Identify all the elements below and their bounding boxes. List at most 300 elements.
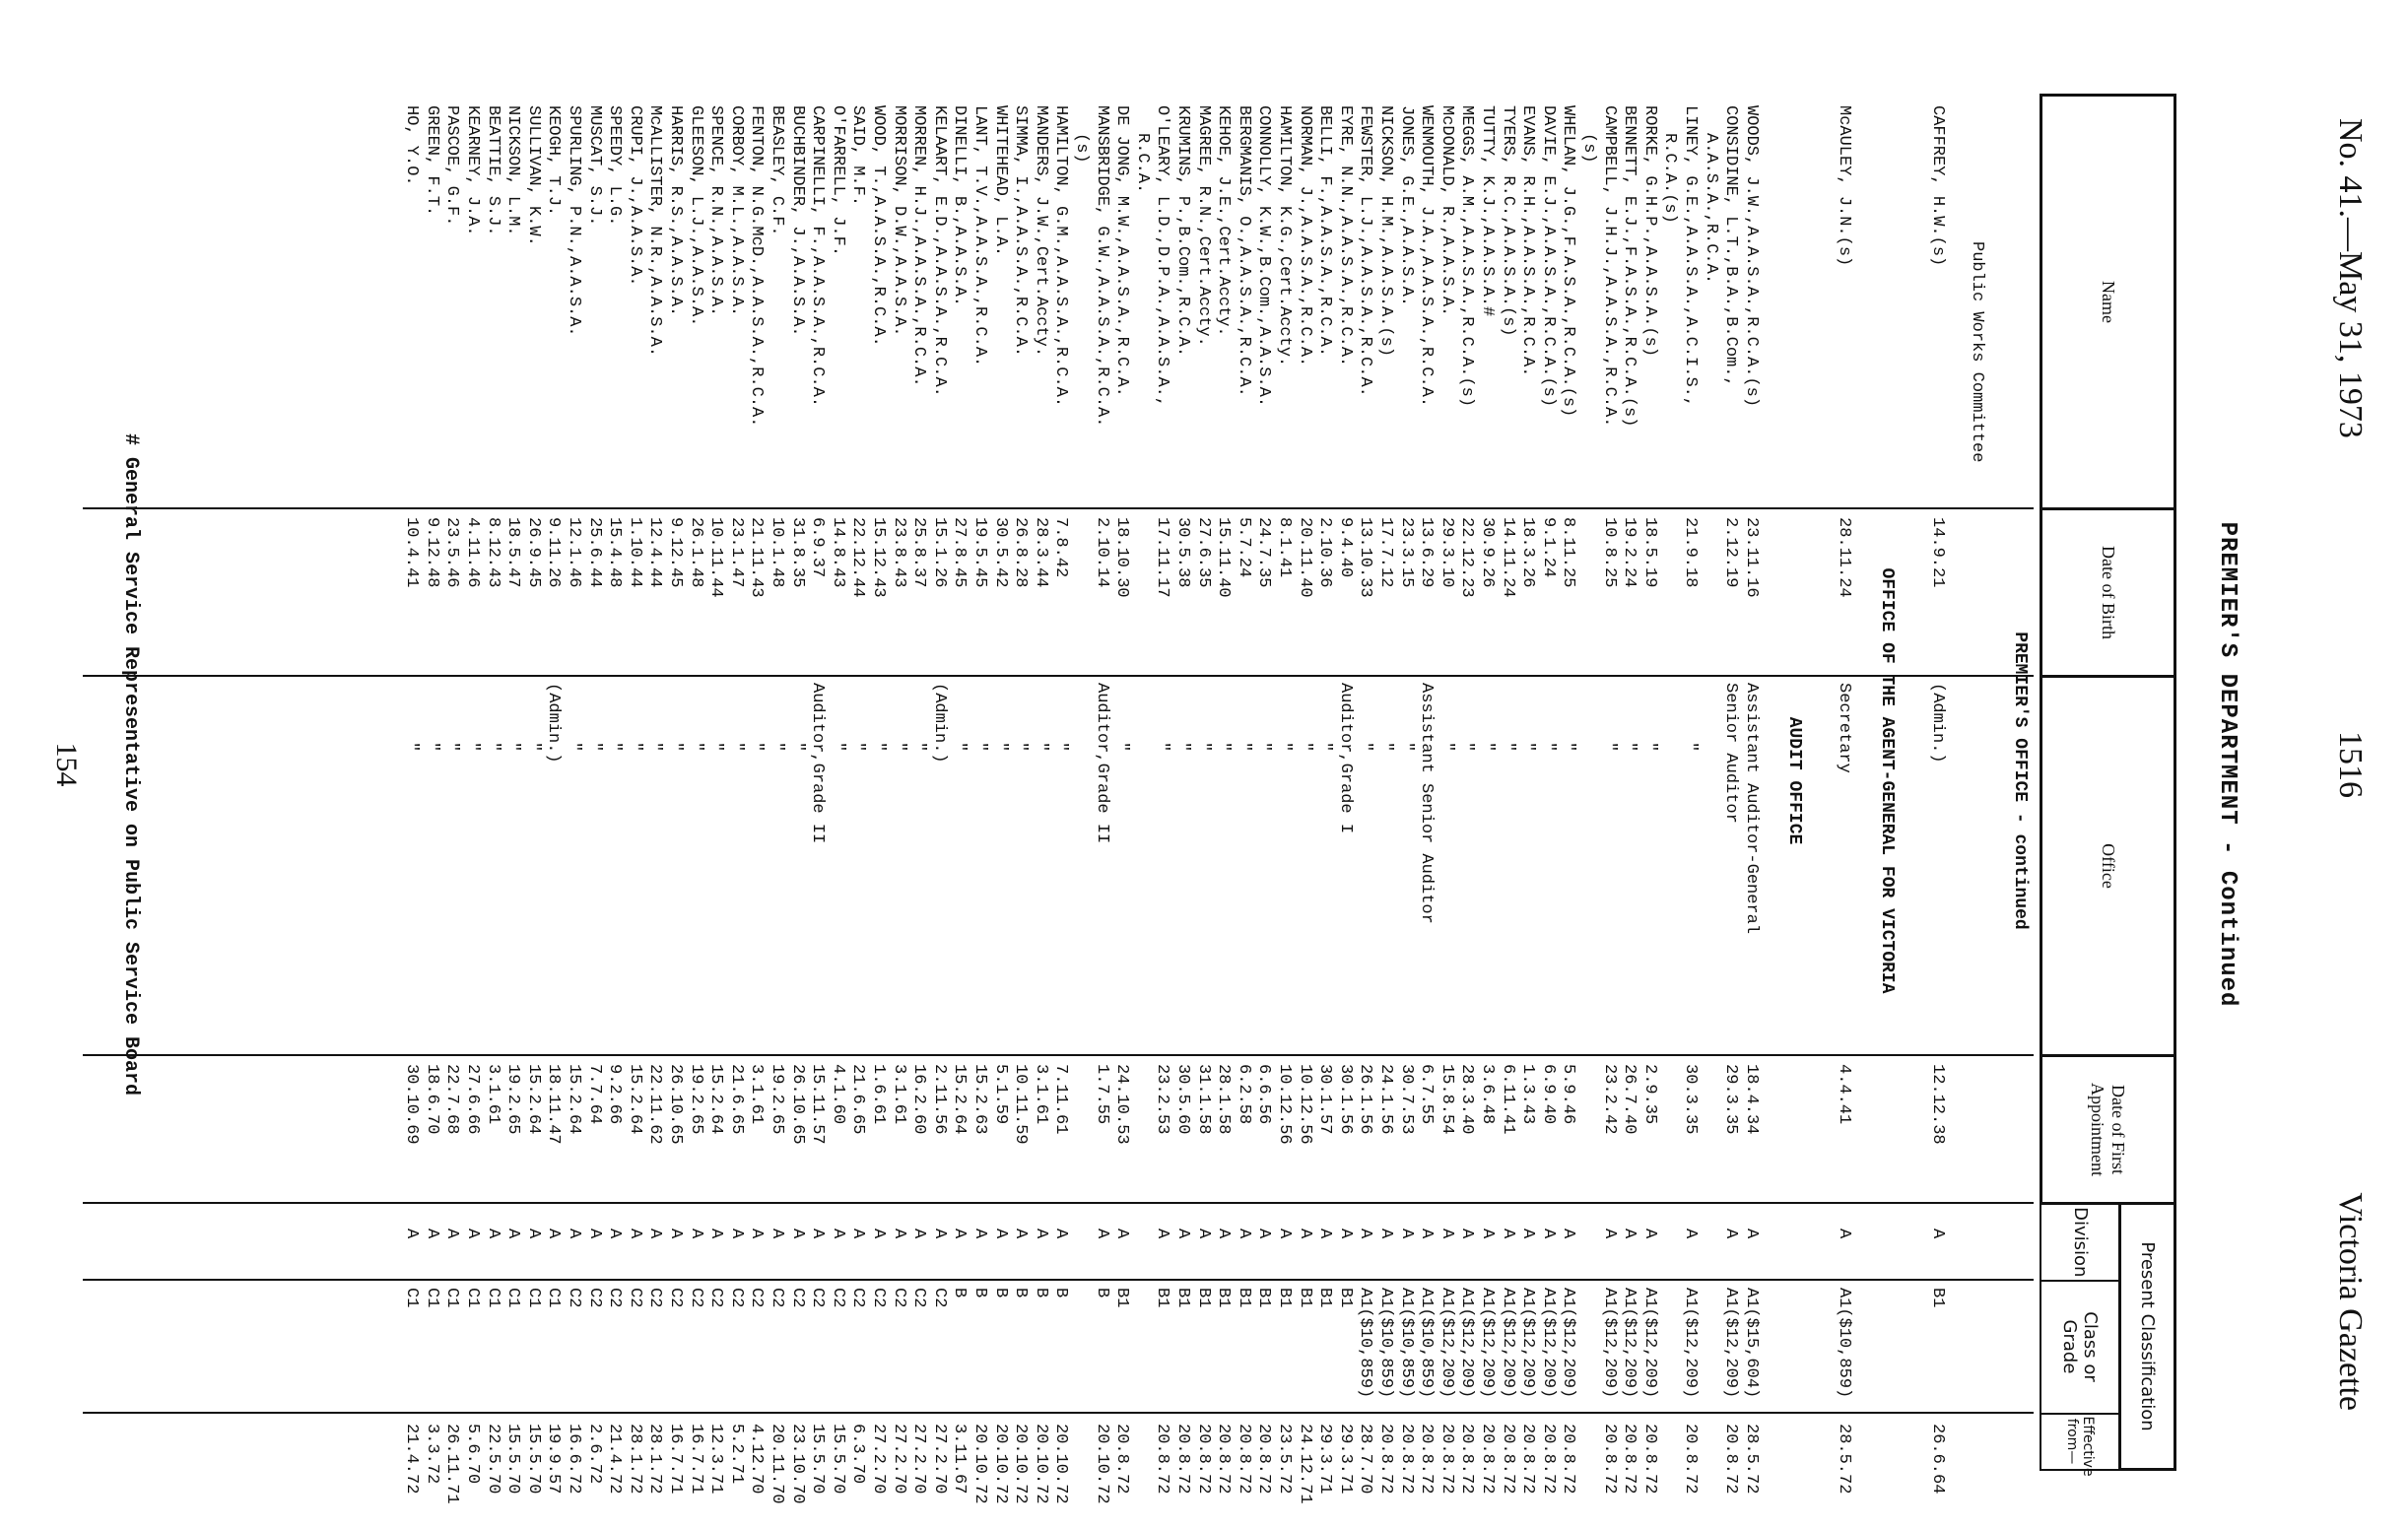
row-name: MAGREE, R.N.,Cert.Accty. <box>1193 105 1213 347</box>
row-office: (Admin.) <box>1928 683 1947 764</box>
row-division: A <box>869 1229 888 1239</box>
row-date-of-birth: 6.9.37 <box>808 517 828 578</box>
row-effective-from: 20.8.72 <box>1620 1424 1639 1495</box>
row-class-grade: C1 <box>402 1288 422 1308</box>
row-class-grade: A1($12,209) <box>1538 1288 1558 1399</box>
row-date-of-birth: 21.11.43 <box>747 517 767 598</box>
row-date-of-birth: 19.5.45 <box>970 517 989 588</box>
row-division: A <box>970 1229 989 1239</box>
row-name: RORKE, G.H.P.,A.A.S.A.(s) <box>1639 105 1659 358</box>
row-date-of-birth: 9.11.26 <box>544 517 564 588</box>
row-date-first-appointment: 15.11.57 <box>808 1064 828 1145</box>
row-division: A <box>889 1229 908 1239</box>
row-date-of-birth: 9.1.24 <box>1538 517 1558 578</box>
row-date-of-birth: 25.6.44 <box>584 517 604 588</box>
row-division: A <box>950 1229 970 1239</box>
row-effective-from: 20.8.72 <box>1518 1424 1538 1495</box>
row-date-first-appointment: 3.6.48 <box>1478 1064 1497 1125</box>
row-class-grade: A1($12,209) <box>1518 1288 1538 1399</box>
row-effective-from: 5.2.71 <box>726 1424 746 1485</box>
row-date-first-appointment: 2.9.35 <box>1639 1064 1659 1125</box>
row-office: Auditor,Grade I <box>1335 683 1355 834</box>
row-name: JONES, G.E.,A.A.S.A. <box>1396 105 1416 307</box>
row-date-first-appointment: 15.2.64 <box>950 1064 970 1135</box>
column-divider <box>83 675 2034 677</box>
row-office: " <box>1214 742 1234 753</box>
row-name: HARRIS, R.S.,A.A.S.A. <box>666 105 685 317</box>
row-name: NICKSON, L.M. <box>503 105 523 236</box>
row-date-first-appointment: 10.12.56 <box>1275 1064 1294 1145</box>
row-division: A <box>1356 1229 1375 1239</box>
row-class-grade: C2 <box>706 1288 726 1308</box>
row-name: HAMILTON, K.G.,Cert.Accty. <box>1275 105 1294 367</box>
row-name: EVANS, R.H.,A.A.S.A.,R.C.A. <box>1518 105 1538 377</box>
row-date-first-appointment: 2.11.56 <box>929 1064 949 1135</box>
row-class-grade: B1 <box>1928 1288 1947 1308</box>
row-date-first-appointment: 15.2.63 <box>970 1064 989 1135</box>
row-date-first-appointment: 28.1.58 <box>1214 1064 1234 1135</box>
row-class-grade: C2 <box>605 1288 625 1308</box>
row-division: A <box>1518 1229 1538 1239</box>
row-date-first-appointment: 15.2.64 <box>625 1064 644 1135</box>
row-office: " <box>828 742 847 753</box>
row-office: (Admin.) <box>544 683 564 764</box>
row-class-grade: B1 <box>1153 1288 1172 1308</box>
row-division: A <box>828 1229 847 1239</box>
row-date-of-birth: 29.3.10 <box>1437 517 1456 588</box>
row-date-of-birth: 12.4.44 <box>645 517 665 588</box>
row-office: " <box>1112 742 1132 753</box>
row-division: A <box>1928 1229 1947 1239</box>
row-date-first-appointment: 7.11.61 <box>1051 1064 1071 1135</box>
row-date-of-birth: 30.9.26 <box>1478 517 1497 588</box>
row-date-of-birth: 10.1.48 <box>768 517 786 588</box>
row-office: " <box>565 742 583 753</box>
row-name: NORMAN, J.,A.A.S.A.,R.C.A. <box>1295 105 1314 367</box>
row-effective-from: 29.3.71 <box>1315 1424 1335 1495</box>
row-division: A <box>929 1229 949 1239</box>
row-date-of-birth: 30.5.42 <box>990 517 1010 588</box>
row-office: " <box>889 742 908 753</box>
row-date-first-appointment: 30.3.35 <box>1681 1064 1700 1135</box>
row-class-grade: A1($12,209) <box>1559 1288 1578 1399</box>
row-date-of-birth: 10.11.44 <box>706 517 726 598</box>
row-division: A <box>1173 1229 1192 1239</box>
column-divider <box>83 507 2034 509</box>
row-date-of-birth: 19.2.24 <box>1620 517 1639 588</box>
row-class-grade: B1 <box>1234 1288 1253 1308</box>
row-class-grade: A1($10,859) <box>1835 1288 1854 1399</box>
row-date-first-appointment: 16.2.60 <box>909 1064 929 1135</box>
row-office: Auditor,Grade II <box>1092 683 1111 844</box>
row-office: " <box>605 742 625 753</box>
row-name: HO, Y.O. <box>402 105 422 186</box>
row-division: A <box>544 1229 564 1239</box>
row-date-first-appointment: 26.7.40 <box>1620 1064 1639 1135</box>
row-office: Auditor,Grade II <box>808 683 828 844</box>
masthead <box>2309 0 2369 1529</box>
row-date-first-appointment: 9.2.66 <box>605 1064 625 1125</box>
row-office: " <box>1295 742 1314 753</box>
row-office: " <box>1356 742 1375 753</box>
row-date-of-birth: 26.1.48 <box>686 517 705 588</box>
row-date-of-birth: 14.11.24 <box>1498 517 1517 598</box>
row-class-grade: B1 <box>1275 1288 1294 1308</box>
row-date-first-appointment: 5.9.46 <box>1559 1064 1578 1125</box>
row-name: SAID, M.F. <box>848 105 868 207</box>
row-office: " <box>1437 742 1456 753</box>
row-name: KEHOE, J.E.,Cert.Accty. <box>1214 105 1234 337</box>
row-class-grade: A1($10,859) <box>1376 1288 1395 1399</box>
row-division: A <box>1681 1229 1700 1239</box>
row-effective-from: 20.8.72 <box>1639 1424 1659 1495</box>
row-date-first-appointment: 4.1.60 <box>828 1064 847 1125</box>
row-name: WOODS, J.W.,A.A.S.A.,R.C.A.(s) <box>1741 105 1761 408</box>
row-date-of-birth: 5.7.24 <box>1234 517 1253 578</box>
row-division: A <box>442 1229 462 1239</box>
row-class-grade: A1($12,209) <box>1639 1288 1659 1399</box>
row-date-of-birth: 23.11.16 <box>1741 517 1761 598</box>
row-date-of-birth: 14.9.21 <box>1928 517 1947 588</box>
row-class-grade: C2 <box>747 1288 767 1308</box>
row-date-of-birth: 21.9.18 <box>1681 517 1700 588</box>
row-class-grade: A1($12,209) <box>1620 1288 1639 1399</box>
row-date-of-birth: 10.8.25 <box>1599 517 1619 588</box>
row-class-grade: C1 <box>523 1288 543 1308</box>
row-division: A <box>463 1229 482 1239</box>
row-class-grade: B1 <box>1173 1288 1192 1308</box>
row-office: " <box>909 742 929 753</box>
row-name: KELAART, E.D.,A.A.S.A.,R.C.A. <box>929 105 949 397</box>
row-name: SPURLING, P.N.,A.A.S.A. <box>565 105 583 337</box>
row-class-grade: A1($12,209) <box>1478 1288 1497 1399</box>
row-class-grade: C2 <box>848 1288 868 1308</box>
row-division: A <box>909 1229 929 1239</box>
row-class-grade: A1($10,859) <box>1356 1288 1375 1399</box>
row-name: DAVIE, E.J.,A.A.S.A.,R.C.A.(s) <box>1538 105 1558 408</box>
row-date-of-birth: 22.12.23 <box>1457 517 1477 598</box>
row-date-of-birth: 8.1.41 <box>1275 517 1294 578</box>
row-class-grade: B <box>950 1288 970 1298</box>
row-division: A <box>1498 1229 1517 1239</box>
row-date-first-appointment: 10.11.59 <box>1011 1064 1031 1145</box>
row-division: A <box>686 1229 705 1239</box>
row-date-of-birth: 15.4.48 <box>605 517 625 588</box>
row-division: A <box>1620 1229 1639 1239</box>
row-date-of-birth: 18.5.47 <box>503 517 523 588</box>
row-office: " <box>1173 742 1192 753</box>
row-effective-from: 20.8.72 <box>1193 1424 1213 1495</box>
row-date-of-birth: 15.12.43 <box>869 517 888 598</box>
row-class-grade: B <box>1011 1288 1031 1298</box>
row-effective-from: 20.8.72 <box>1376 1424 1395 1495</box>
row-effective-from: 20.8.72 <box>1396 1424 1416 1495</box>
row-division: A <box>1437 1229 1456 1239</box>
row-date-of-birth: 2.10.14 <box>1092 517 1111 588</box>
row-date-first-appointment: 19.2.65 <box>686 1064 705 1135</box>
row-date-first-appointment: 6.6.56 <box>1254 1064 1274 1125</box>
row-office: " <box>1193 742 1213 753</box>
column-divider <box>83 1054 2034 1056</box>
row-effective-from: 23.10.70 <box>787 1424 807 1504</box>
row-effective-from: 20.8.72 <box>1538 1424 1558 1495</box>
row-division: A <box>1193 1229 1213 1239</box>
row-office: " <box>1315 742 1335 753</box>
row-effective-from: 20.8.72 <box>1478 1424 1497 1495</box>
row-date-of-birth: 23.3.15 <box>1396 517 1416 588</box>
row-date-first-appointment: 15.8.54 <box>1437 1064 1456 1135</box>
row-date-first-appointment: 19.2.65 <box>503 1064 523 1135</box>
row-effective-from: 4.12.70 <box>747 1424 767 1495</box>
row-effective-from: 19.9.57 <box>544 1424 564 1495</box>
row-division: A <box>503 1229 523 1239</box>
row-class-grade: C1 <box>544 1288 564 1308</box>
row-division: A <box>1214 1229 1234 1239</box>
row-office: " <box>768 742 786 753</box>
row-division: A <box>645 1229 665 1239</box>
row-office: Senior Auditor <box>1721 683 1741 824</box>
row-class-grade: C2 <box>565 1288 583 1308</box>
column-header-dob: Date of Birth <box>2041 509 2175 677</box>
row-date-first-appointment: 30.1.57 <box>1315 1064 1335 1135</box>
row-date-first-appointment: 6.9.40 <box>1538 1064 1558 1125</box>
row-effective-from: 26.11.71 <box>442 1424 462 1504</box>
row-division: A <box>1153 1229 1172 1239</box>
row-effective-from: 20.10.72 <box>1011 1424 1031 1504</box>
row-class-grade: C1 <box>503 1288 523 1308</box>
row-name: McAULEY, J.N.(s) <box>1835 105 1854 267</box>
row-class-grade: C2 <box>768 1288 786 1308</box>
row-date-of-birth: 22.12.44 <box>848 517 868 598</box>
row-date-of-birth: 9.4.40 <box>1335 517 1355 578</box>
row-division: A <box>768 1229 786 1239</box>
section-heading: AUDIT OFFICE <box>1783 716 1804 845</box>
row-date-first-appointment: 26.10.65 <box>666 1064 685 1145</box>
row-date-first-appointment: 29.3.35 <box>1721 1064 1741 1135</box>
row-office: " <box>1051 742 1071 753</box>
row-name: KRUMINS, P.,B.Com.,R.C.A. <box>1173 105 1192 358</box>
row-division: A <box>523 1229 543 1239</box>
row-date-first-appointment: 26.10.65 <box>787 1064 807 1145</box>
row-date-first-appointment: 3.1.61 <box>747 1064 767 1125</box>
row-class-grade: A1($12,209) <box>1457 1288 1477 1399</box>
row-office: " <box>1457 742 1477 753</box>
footnote: # General Service Representative on Public Service Board <box>119 432 142 1097</box>
row-effective-from: 29.3.71 <box>1335 1424 1355 1495</box>
row-division: A <box>1234 1229 1253 1239</box>
section-heading: OFFICE OF THE AGENT-GENERAL FOR VICTORIA <box>1877 567 1898 994</box>
row-date-of-birth: 4.11.46 <box>463 517 482 588</box>
row-date-of-birth: 17.11.17 <box>1153 517 1172 598</box>
row-division: A <box>402 1229 422 1239</box>
row-class-grade: C1 <box>422 1288 441 1308</box>
row-name: TYERS, R.C.,A.A.S.A.(s) <box>1498 105 1517 337</box>
column-header-name: Name <box>2041 96 2175 509</box>
row-effective-from: 20.8.72 <box>1721 1424 1741 1495</box>
row-class-grade: A1($10,859) <box>1396 1288 1416 1399</box>
row-date-first-appointment: 6.11.41 <box>1498 1064 1517 1135</box>
row-effective-from: 27.2.70 <box>889 1424 908 1495</box>
row-name: HAMILTON, G.M.,A.A.S.A.,R.C.A. <box>1051 105 1071 408</box>
row-date-of-birth: 15.11.40 <box>1214 517 1234 598</box>
row-division: A <box>1315 1229 1335 1239</box>
row-class-grade: C2 <box>686 1288 705 1308</box>
row-division: A <box>1112 1229 1132 1239</box>
row-office: " <box>706 742 726 753</box>
row-effective-from: 2.6.72 <box>584 1424 604 1485</box>
row-division: A <box>1599 1229 1619 1239</box>
row-office: " <box>1620 742 1639 753</box>
row-office: " <box>1234 742 1253 753</box>
table-header <box>2040 94 2176 1477</box>
row-office: " <box>869 742 888 753</box>
row-class-grade: C2 <box>869 1288 888 1308</box>
row-date-of-birth: 27.6.35 <box>1193 517 1213 588</box>
row-name: R.C.A.(s) <box>1660 133 1680 224</box>
row-office: " <box>686 742 705 753</box>
row-date-of-birth: 23.8.43 <box>889 517 908 588</box>
row-class-grade: A1($12,209) <box>1721 1288 1741 1399</box>
row-effective-from: 20.10.72 <box>970 1424 989 1504</box>
issue-date: No. 41.—May 31, 1973 <box>2332 118 2369 438</box>
row-office: " <box>422 742 441 753</box>
row-division: A <box>1538 1229 1558 1239</box>
row-date-first-appointment: 18.11.47 <box>544 1064 564 1145</box>
row-date-first-appointment: 18.6.70 <box>422 1064 441 1135</box>
row-name: GLEESON, L.J.,A.A.S.A. <box>686 105 705 327</box>
row-date-first-appointment: 1.7.55 <box>1092 1064 1111 1125</box>
row-office: " <box>1396 742 1416 753</box>
department-title: PREMIER'S DEPARTMENT - Continued <box>2214 521 2241 1008</box>
row-date-first-appointment: 22.11.62 <box>645 1064 665 1145</box>
row-date-first-appointment: 23.2.42 <box>1599 1064 1619 1135</box>
column-header-office: Office <box>2041 677 2175 1056</box>
row-name: (s) <box>1579 133 1598 164</box>
row-class-grade: B <box>1092 1288 1111 1298</box>
row-office: " <box>970 742 989 753</box>
row-name: DINELLI, B.,A.A.S.A. <box>950 105 970 307</box>
row-division: A <box>1396 1229 1416 1239</box>
row-effective-from: 21.4.72 <box>402 1424 422 1495</box>
row-division: A <box>1721 1229 1741 1239</box>
row-office: " <box>442 742 462 753</box>
row-name: MORRISON, D.W.,A.A.S.A. <box>889 105 908 337</box>
column-header-class-grade: Class or Grade <box>2041 1281 2120 1414</box>
row-date-first-appointment: 6.7.55 <box>1417 1064 1437 1125</box>
row-division: A <box>1254 1229 1274 1239</box>
row-name: WOOD, T.,A.A.S.A.,R.C.A. <box>869 105 888 347</box>
row-division: A <box>747 1229 767 1239</box>
row-date-of-birth: 13.6.29 <box>1417 517 1437 588</box>
row-office: " <box>1153 742 1172 753</box>
row-name: BERGMANIS, O.,A.A.S.A.,R.C.A. <box>1234 105 1253 397</box>
row-date-first-appointment: 3.1.61 <box>483 1064 502 1125</box>
row-name: KEOGH, T.J. <box>544 105 564 217</box>
row-class-grade: B1 <box>1193 1288 1213 1308</box>
row-date-of-birth: 24.7.35 <box>1254 517 1274 588</box>
row-date-first-appointment: 6.2.58 <box>1234 1064 1253 1125</box>
section-subheading: Public Works Committee <box>1968 241 1986 463</box>
row-date-first-appointment: 30.1.56 <box>1335 1064 1355 1135</box>
row-date-of-birth: 14.8.43 <box>828 517 847 588</box>
row-office: " <box>848 742 868 753</box>
row-effective-from: 27.2.70 <box>909 1424 929 1495</box>
row-name: SPENCE, R.N.,A.A.S.A. <box>706 105 726 317</box>
row-effective-from: 3.11.67 <box>950 1424 970 1495</box>
row-office: Secretary <box>1835 683 1854 773</box>
row-name: R.C.A. <box>1132 133 1152 194</box>
row-date-first-appointment: 15.2.64 <box>523 1064 543 1135</box>
row-class-grade: C2 <box>726 1288 746 1308</box>
row-office: " <box>402 742 422 753</box>
row-date-first-appointment: 4.4.41 <box>1835 1064 1854 1125</box>
row-office: " <box>747 742 767 753</box>
row-effective-from: 20.8.72 <box>1498 1424 1517 1495</box>
row-date-of-birth: 25.8.37 <box>909 517 929 588</box>
row-name: FEWSTER, L.J.,A.A.S.A.,R.C.A. <box>1356 105 1375 397</box>
row-name: SULLIVAN, K.W. <box>523 105 543 246</box>
section-heading: PREMIER'S OFFICE - continued <box>2010 632 2030 930</box>
row-class-grade: B <box>1051 1288 1071 1298</box>
row-effective-from: 21.4.72 <box>605 1424 625 1495</box>
row-class-grade: C2 <box>787 1288 807 1308</box>
row-division: A <box>1295 1229 1314 1239</box>
row-name: MORREN, H.J.,A.A.S.A.,R.C.A. <box>909 105 929 387</box>
row-name: WHITEHEAD, L.A. <box>990 105 1010 257</box>
row-date-first-appointment: 1.3.43 <box>1518 1064 1538 1125</box>
row-effective-from: 12.3.71 <box>706 1424 726 1495</box>
row-class-grade: C2 <box>828 1288 847 1308</box>
row-class-grade: C1 <box>463 1288 482 1308</box>
row-name: McALLISTER, N.R.,A.A.S.A. <box>645 105 665 358</box>
row-effective-from: 20.10.72 <box>1092 1424 1111 1504</box>
row-class-grade: B <box>970 1288 989 1298</box>
row-office: " <box>1031 742 1050 753</box>
row-effective-from: 20.8.72 <box>1153 1424 1172 1495</box>
row-effective-from: 27.2.70 <box>929 1424 949 1495</box>
folio-number: 154 <box>50 742 83 787</box>
row-date-first-appointment: 12.12.38 <box>1928 1064 1947 1145</box>
row-date-of-birth: 23.1.47 <box>726 517 746 588</box>
row-effective-from: 20.8.72 <box>1437 1424 1456 1495</box>
row-class-grade: A1($12,209) <box>1498 1288 1517 1399</box>
row-date-first-appointment: 30.5.60 <box>1173 1064 1192 1135</box>
row-class-grade: C1 <box>442 1288 462 1308</box>
row-office: " <box>1376 742 1395 753</box>
row-effective-from: 6.3.70 <box>848 1424 868 1485</box>
row-division: A <box>1639 1229 1659 1239</box>
row-effective-from: 16.7.71 <box>666 1424 685 1495</box>
row-name: BEATTIE, S.J. <box>483 105 502 236</box>
row-name: MUSCAT, S.J. <box>584 105 604 227</box>
row-office: " <box>625 742 644 753</box>
row-effective-from: 28.1.72 <box>645 1424 665 1495</box>
row-name: TUTTY, K.J.,A.A.S.A.# <box>1478 105 1497 317</box>
row-office: " <box>523 742 543 753</box>
row-office: " <box>1559 742 1578 753</box>
row-effective-from: 28.7.70 <box>1356 1424 1375 1495</box>
row-date-first-appointment: 22.7.68 <box>442 1064 462 1135</box>
row-division: A <box>1051 1229 1071 1239</box>
row-class-grade: B <box>990 1288 1010 1298</box>
row-name: A.A.S.A.,R.C.A. <box>1701 133 1720 285</box>
row-effective-from: 20.8.72 <box>1173 1424 1192 1495</box>
row-office: " <box>1518 742 1538 753</box>
row-name: (s) <box>1072 133 1091 164</box>
row-effective-from: 20.10.72 <box>990 1424 1010 1504</box>
row-office: " <box>726 742 746 753</box>
row-office: " <box>483 742 502 753</box>
